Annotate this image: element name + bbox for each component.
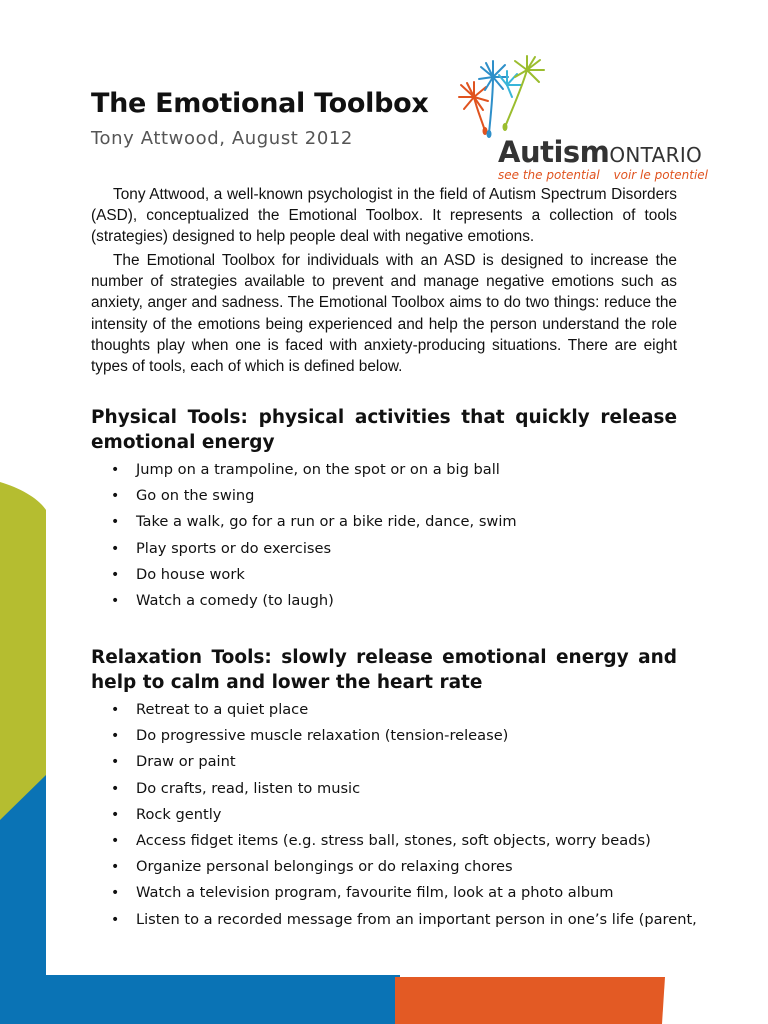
list-item: • Jump on a trampoline, on the spot or on a big ball <box>111 459 701 485</box>
list-item: • Do house work <box>111 564 701 590</box>
dandelion-icon <box>455 55 720 145</box>
list-item: • Do crafts, read, listen to music <box>111 778 701 804</box>
list-item: • Watch a comedy (to laugh) <box>111 590 701 616</box>
list-item: • Access fidget items (e.g. stress ball, stones, soft objects, worry beads) <box>111 830 701 856</box>
list-item: • Organize personal belongings or do relaxing chores <box>111 856 701 882</box>
list-item: • Draw or paint <box>111 751 701 777</box>
list-item: • Retreat to a quiet place <box>111 699 701 725</box>
section-heading-relaxation-tools: Relaxation Tools: slowly release emotional energy and help to calm and lower the heart rate <box>91 647 677 693</box>
list-item: • Listen to a recorded message from an important person in one’s life (parent, <box>111 909 701 935</box>
list-item: • Rock gently <box>111 804 701 830</box>
tagline-french: voir le potentiel <box>613 168 708 182</box>
list-item: • Go on the swing <box>111 485 701 511</box>
tagline-english: see the potential <box>498 168 600 182</box>
section-heading-physical-tools: Physical Tools: physical activities that quickly release emotional energy <box>91 407 677 453</box>
logo-tagline <box>498 168 708 182</box>
logo-word-autism: Autism <box>498 135 610 169</box>
list-item: • Do progressive muscle relaxation (tension-release) <box>111 725 701 751</box>
intro-paragraph: Tony Attwood, a well-known psychologist in the field of Autism Spectrum Disorders (ASD), conceptualized the Emotional Toolbox. It represents a collection of tools (strategies) designed to help people deal with negative emotions. <box>91 186 677 246</box>
logo-wordmark <box>498 135 702 169</box>
document-subtitle: Tony Attwood, August 2012 <box>91 128 353 149</box>
list-item: • Watch a television program, favourite film, look at a photo album <box>111 882 701 908</box>
physical-tools-list <box>111 459 701 616</box>
autism-ontario-logo <box>455 55 720 185</box>
logo-word-ontario: ONTARIO <box>609 143 703 167</box>
document-title: The Emotional Toolbox <box>91 88 429 119</box>
list-item: • Take a walk, go for a run or a bike ride, dance, swim <box>111 511 701 537</box>
relaxation-tools-list <box>111 699 701 935</box>
list-item: • Play sports or do exercises <box>111 538 701 564</box>
description-paragraph: The Emotional Toolbox for individuals with an ASD is designed to increase the number of strategies available to prevent and manage negative emotions such as anxiety, anger and sadness. The Emotional Toolbox aims to do two things: reduce the intensity of the emotions being experienced and help the person understand the role thoughts play when one is faced with anxiety-producing situations. There are eight types of tools, each of which is defined below. <box>91 252 677 376</box>
